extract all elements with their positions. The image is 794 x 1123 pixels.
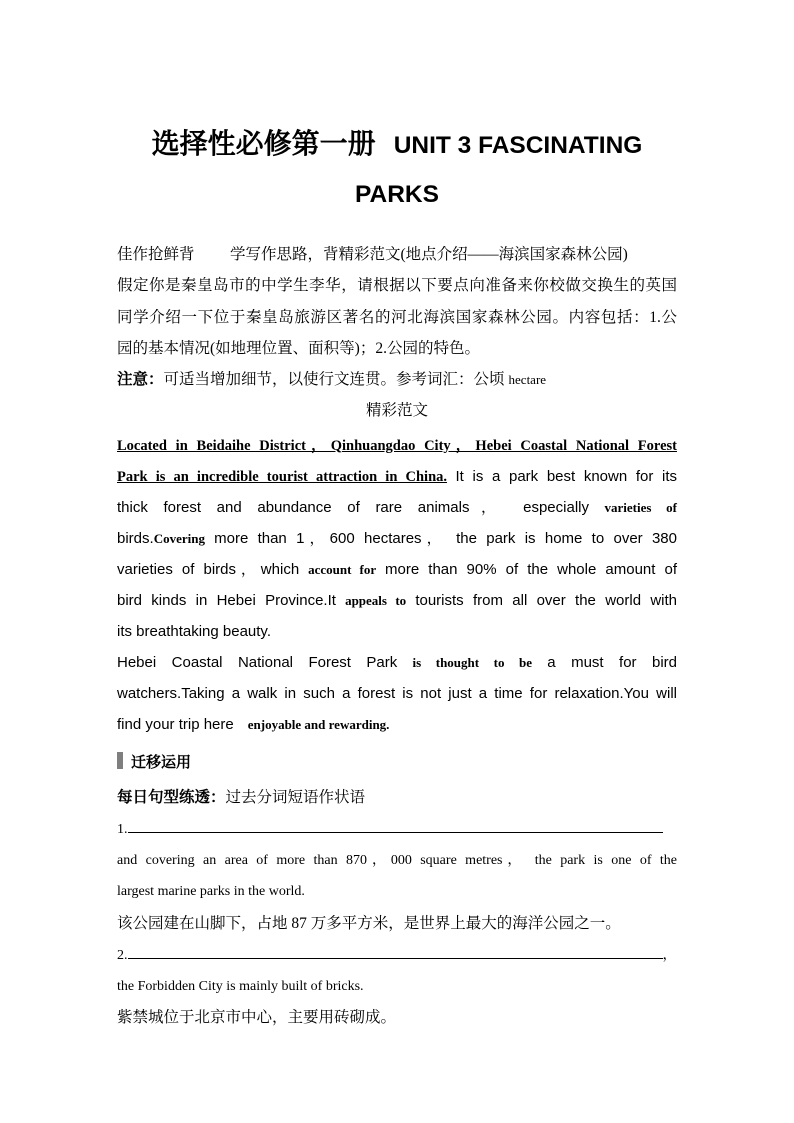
answer-line [117,813,677,845]
essay-key-phrase: is thought to be [412,654,532,670]
section-title: 迁移运用 [131,753,192,771]
essay-text: tourists from all over the world with [415,591,678,609]
drill-heading [117,782,677,813]
essay-underlined-text: Park is an incredible tourist attraction in China. [117,468,448,485]
task-line: 假定你是秦皇岛市的中学生李华，请根据以下要点向准备来你校做交换生的英国 [117,277,677,295]
essay-text: thick forest and abundance of rare animals， especially [117,498,589,516]
writing-task [117,239,677,427]
essay-heading: 精彩范文 [365,402,428,420]
essay-text: bird kinds in Hebei Province.It [117,591,336,609]
essay-key-phrase: appeals to [345,592,407,608]
essay-text: It is a park best known for its [455,467,678,485]
essay-line [117,616,677,647]
drill-label: 每日句型练透： [117,788,226,806]
sentence-continuation: and covering an area of more than 870，000 square metres， the park is one of the [117,852,677,868]
essay-underlined-text: Located in Beidaihe District，Qinhuangdao City，Hebei Coastal National Forest [117,437,677,454]
essay-line [117,647,677,678]
item-number: 1. [117,822,128,837]
essay-line [117,709,677,740]
model-essay [117,430,677,740]
essay-text: birds. [117,529,154,547]
page-title-line-2 [0,174,794,216]
drill-topic: 过去分词短语作状语 [225,788,366,806]
essay-text: varieties of birds，which [117,560,300,578]
essay-line [117,461,677,492]
essay-line [117,430,677,461]
essay-text: more than 90% of the whole amount of [385,560,677,578]
title-english: UNIT 3 FASCINATING [393,132,643,159]
note-text: 可适当增加细节，以使行文连贯。参考词汇：公顷 [163,371,505,389]
answer-trail: ， [662,948,677,963]
essay-line [117,523,677,554]
task-line: 园的基本情况(如地理位置、面积等)；2.公园的特色。 [117,339,480,357]
title-chinese: 选择性必修第一册 [151,129,376,160]
essay-line [117,492,677,523]
task-line: 同学介绍一下位于秦皇岛旅游区著名的河北海滨国家森林公园。内容包括：1.公 [117,308,677,326]
section-header [117,747,677,778]
task-label: 佳作抢鲜背 [117,245,195,263]
essay-key-phrase: Covering [153,530,205,546]
essay-text: find your trip here [117,715,234,733]
note-label: 注意： [117,371,164,389]
essay-text: watchers.Taking a walk in such a forest is not just a time for relaxation.You will [117,684,677,702]
practice-items [117,813,677,1034]
answer-blank[interactable] [128,942,663,959]
title-english-cont: PARKS [355,181,439,208]
page-title-line-1 [0,124,794,166]
essay-text: more than 1，600 hectares， the park is home to over 380 [214,529,677,547]
note-vocab: hectare [508,372,547,388]
task-note [117,364,677,395]
chinese-translation: 该公园建在山脚下，占地 87 万多平方米，是世界上最大的海洋公园之一。 [117,914,621,932]
essay-text: Hebei Coastal National Forest Park [117,653,398,671]
sentence-continuation: the Forbidden City is mainly built of bricks. [117,978,364,994]
answer-line [117,939,677,971]
chinese-translation: 紫禁城位于北京市中心，主要用砖砌成。 [117,1009,397,1026]
task-heading [117,239,677,270]
item-number: 2. [117,948,128,963]
answer-blank[interactable] [128,816,663,833]
section-marker-icon [117,752,123,769]
essay-line [117,554,677,585]
essay-text: a must for bird [547,653,678,671]
essay-key-phrase: enjoyable and rewarding. [247,716,390,732]
essay-key-phrase: account for [308,561,377,577]
essay-text: its breathtaking beauty. [117,622,271,640]
essay-line [117,585,677,616]
essay-key-phrase: varieties of [604,499,677,515]
task-subtitle: 学写作思路，背精彩范文(地点介绍——海滨国家森林公园) [230,246,628,263]
essay-line [117,678,677,709]
sentence-continuation: largest marine parks in the world. [117,884,305,899]
